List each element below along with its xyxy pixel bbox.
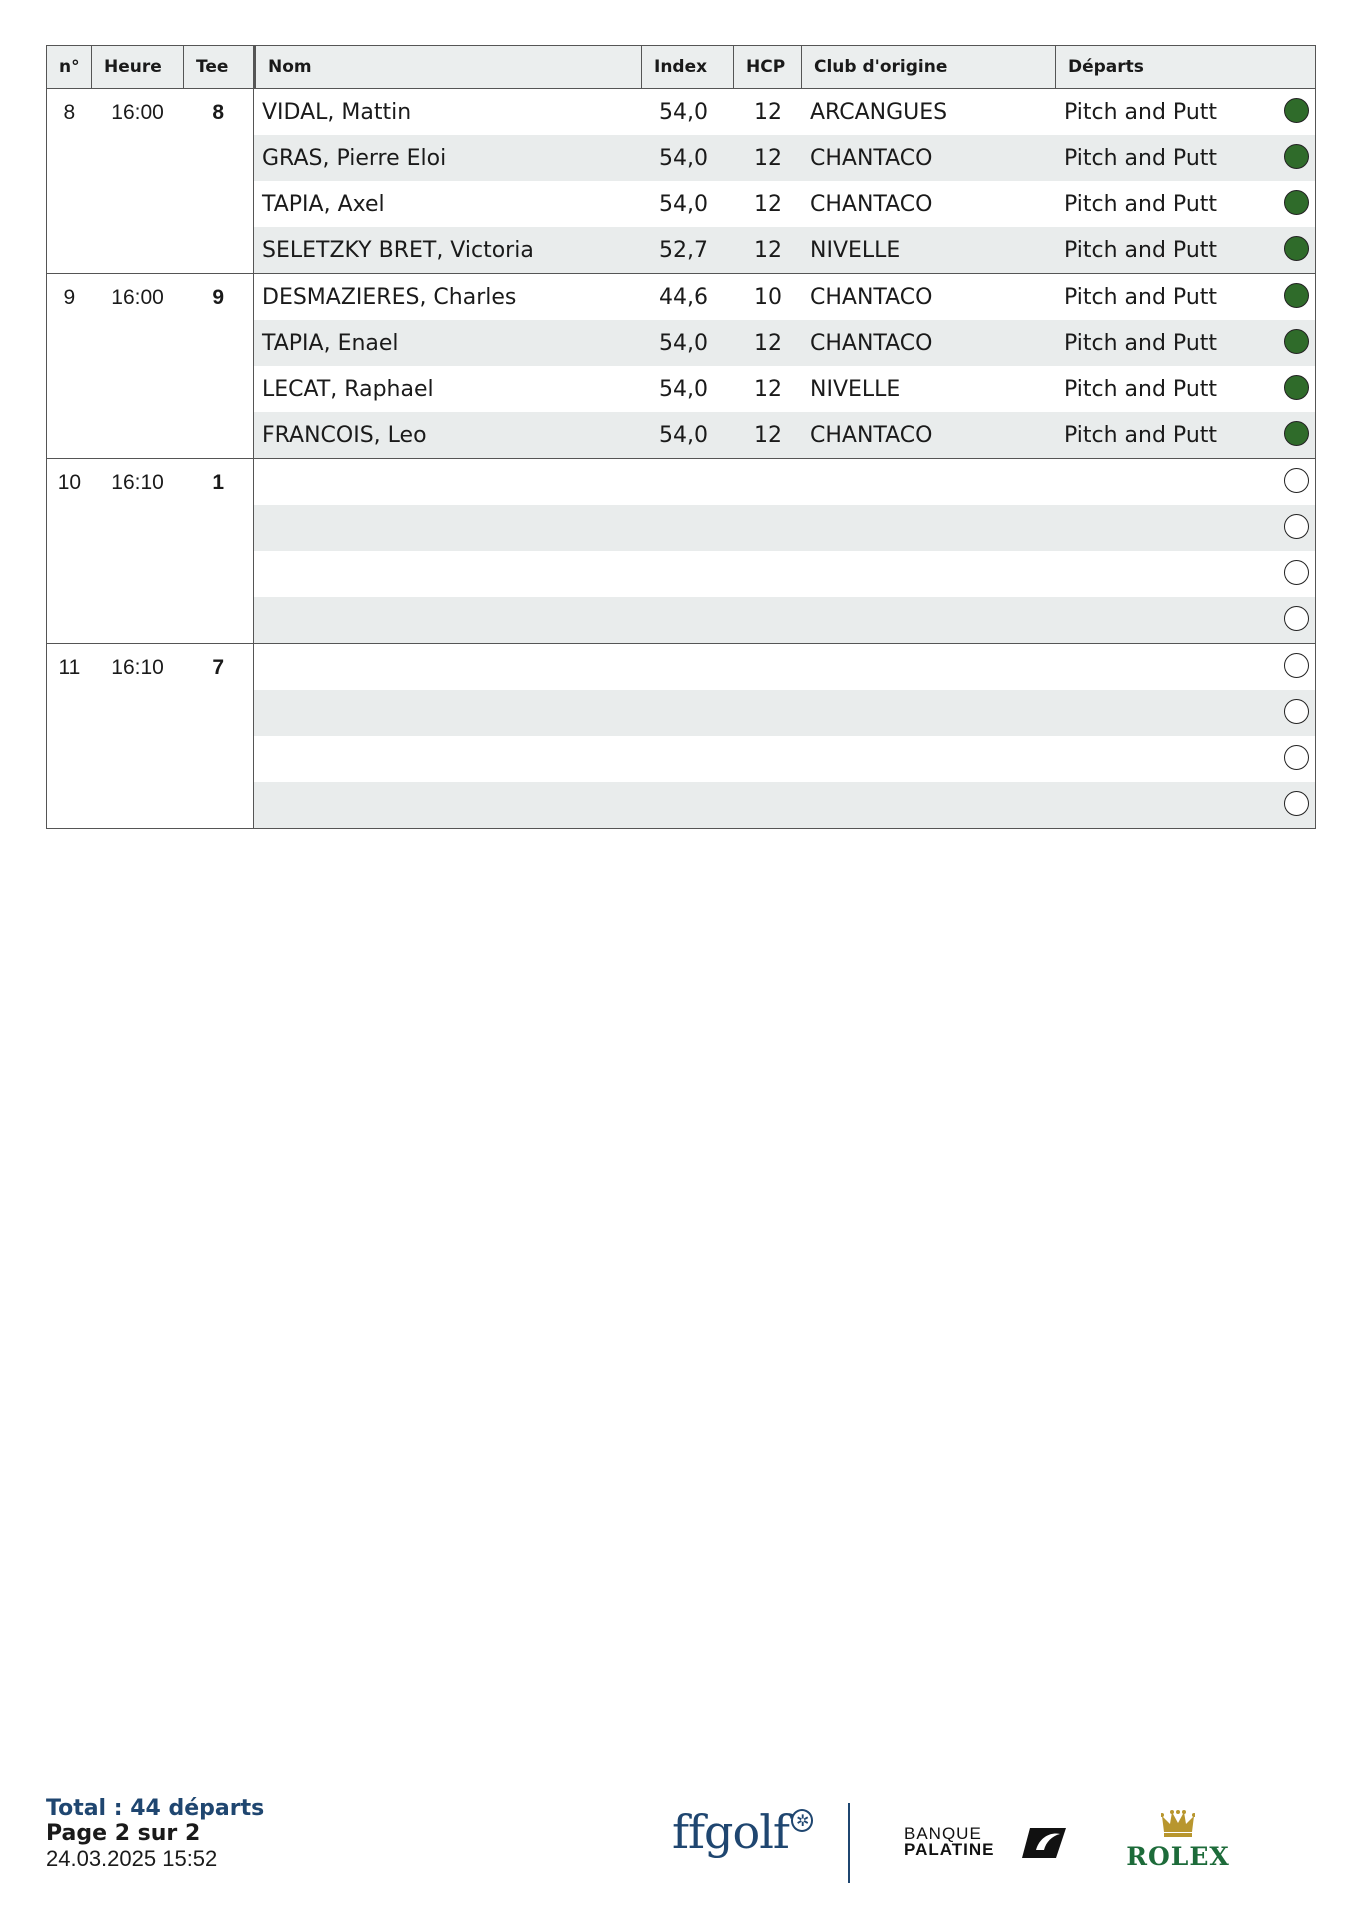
player-index: 44,6 bbox=[659, 284, 708, 310]
player-depart: Pitch and Putt bbox=[1064, 191, 1218, 217]
player-name: FRANCOIS, Leo bbox=[262, 422, 427, 448]
header-n: n° bbox=[47, 46, 92, 88]
player-club: CHANTACO bbox=[810, 284, 933, 310]
status-empty-dot-icon bbox=[1284, 468, 1309, 493]
player-index: 52,7 bbox=[659, 237, 708, 263]
player-row bbox=[254, 505, 1315, 551]
palatine-emblem-icon bbox=[1022, 1826, 1068, 1860]
player-row bbox=[254, 320, 1315, 366]
group-tee: 7 bbox=[212, 656, 225, 679]
status-filled-dot-icon bbox=[1284, 375, 1309, 400]
rolex-crown-icon bbox=[1161, 1810, 1195, 1838]
player-row bbox=[254, 366, 1315, 412]
group-info bbox=[47, 274, 254, 458]
logo-divider bbox=[848, 1803, 850, 1883]
group-number: 8 bbox=[63, 101, 76, 124]
player-name: LECAT, Raphael bbox=[262, 376, 434, 402]
player-row bbox=[254, 459, 1315, 505]
player-club: NIVELLE bbox=[810, 376, 901, 402]
player-row bbox=[254, 597, 1315, 643]
page-indicator: Page 2 sur 2 bbox=[46, 1821, 201, 1846]
player-name: TAPIA, Axel bbox=[262, 191, 385, 217]
tee-groups bbox=[46, 89, 1316, 829]
status-filled-dot-icon bbox=[1284, 98, 1309, 123]
group-tee: 9 bbox=[212, 286, 225, 309]
player-club: CHANTACO bbox=[810, 330, 933, 356]
bank-line2: PALATINE bbox=[904, 1840, 995, 1859]
ffgolf-logo bbox=[672, 1805, 813, 1859]
status-empty-dot-icon bbox=[1284, 606, 1309, 631]
player-row bbox=[254, 690, 1315, 736]
player-hcp: 10 bbox=[754, 284, 782, 310]
player-row bbox=[254, 89, 1315, 135]
player-hcp: 12 bbox=[754, 330, 782, 356]
group-number: 9 bbox=[63, 286, 76, 309]
player-index: 54,0 bbox=[659, 191, 708, 217]
player-club: CHANTACO bbox=[810, 145, 933, 171]
player-hcp: 12 bbox=[754, 191, 782, 217]
player-depart: Pitch and Putt bbox=[1064, 422, 1218, 448]
status-filled-dot-icon bbox=[1284, 421, 1309, 446]
header-index: Index bbox=[642, 46, 734, 88]
tee-group bbox=[46, 644, 1316, 829]
player-club: CHANTACO bbox=[810, 422, 933, 448]
group-info bbox=[47, 644, 254, 828]
header-heure: Heure bbox=[92, 46, 184, 88]
table-header bbox=[46, 45, 1316, 89]
group-time: 16:00 bbox=[111, 286, 164, 309]
player-row bbox=[254, 782, 1315, 828]
player-depart: Pitch and Putt bbox=[1064, 330, 1218, 356]
player-name: TAPIA, Enael bbox=[262, 330, 399, 356]
registered-icon: ✲ bbox=[791, 1809, 813, 1832]
ffgolf-wordmark: ffgolf bbox=[672, 1805, 789, 1859]
status-empty-dot-icon bbox=[1284, 745, 1309, 770]
group-time: 16:00 bbox=[111, 101, 164, 124]
player-row bbox=[254, 181, 1315, 227]
player-index: 54,0 bbox=[659, 99, 708, 125]
status-empty-dot-icon bbox=[1284, 699, 1309, 724]
status-filled-dot-icon bbox=[1284, 329, 1309, 354]
player-index: 54,0 bbox=[659, 376, 708, 402]
start-list-table bbox=[46, 45, 1316, 829]
status-empty-dot-icon bbox=[1284, 791, 1309, 816]
player-hcp: 12 bbox=[754, 237, 782, 263]
player-depart: Pitch and Putt bbox=[1064, 237, 1218, 263]
player-name: VIDAL, Mattin bbox=[262, 99, 412, 125]
player-row bbox=[254, 227, 1315, 273]
player-depart: Pitch and Putt bbox=[1064, 99, 1218, 125]
status-empty-dot-icon bbox=[1284, 653, 1309, 678]
player-hcp: 12 bbox=[754, 376, 782, 402]
banque-palatine-logo bbox=[904, 1826, 994, 1858]
player-hcp: 12 bbox=[754, 145, 782, 171]
group-info bbox=[47, 459, 254, 643]
header-hcp: HCP bbox=[734, 46, 802, 88]
total-label: Total : bbox=[46, 1796, 123, 1821]
player-row bbox=[254, 274, 1315, 320]
tee-group bbox=[46, 89, 1316, 274]
group-number: 11 bbox=[58, 656, 81, 679]
player-row bbox=[254, 135, 1315, 181]
player-index: 54,0 bbox=[659, 422, 708, 448]
player-club: NIVELLE bbox=[810, 237, 901, 263]
rolex-logo bbox=[1126, 1810, 1230, 1871]
header-club: Club d'origine bbox=[802, 46, 1056, 88]
player-depart: Pitch and Putt bbox=[1064, 376, 1218, 402]
player-index: 54,0 bbox=[659, 145, 708, 171]
group-number: 10 bbox=[57, 471, 82, 494]
header-tee: Tee bbox=[184, 46, 254, 88]
player-depart: Pitch and Putt bbox=[1064, 284, 1218, 310]
player-hcp: 12 bbox=[754, 99, 782, 125]
player-club: CHANTACO bbox=[810, 191, 933, 217]
status-filled-dot-icon bbox=[1284, 236, 1309, 261]
header-departs: Départs bbox=[1068, 57, 1144, 77]
player-hcp: 12 bbox=[754, 422, 782, 448]
group-tee: 1 bbox=[212, 471, 225, 494]
tee-group bbox=[46, 459, 1316, 644]
bank-line1: BANQUE bbox=[904, 1824, 982, 1843]
group-time: 16:10 bbox=[111, 656, 164, 679]
player-row bbox=[254, 551, 1315, 597]
player-club: ARCANGUES bbox=[810, 99, 948, 125]
player-row bbox=[254, 644, 1315, 690]
rolex-wordmark: ROLEX bbox=[1126, 1842, 1230, 1871]
player-name: DESMAZIERES, Charles bbox=[262, 284, 517, 310]
group-tee: 8 bbox=[212, 101, 225, 124]
player-row bbox=[254, 736, 1315, 782]
print-timestamp: 24.03.2025 15:52 bbox=[46, 1846, 218, 1871]
total-line bbox=[46, 1796, 264, 1821]
status-filled-dot-icon bbox=[1284, 283, 1309, 308]
player-name: SELETZKY BRET, Victoria bbox=[262, 237, 534, 263]
tee-group bbox=[46, 274, 1316, 459]
player-name: GRAS, Pierre Eloi bbox=[262, 145, 447, 171]
status-filled-dot-icon bbox=[1284, 190, 1309, 215]
player-depart: Pitch and Putt bbox=[1064, 145, 1218, 171]
status-empty-dot-icon bbox=[1284, 560, 1309, 585]
header-nom: Nom bbox=[254, 46, 642, 88]
status-filled-dot-icon bbox=[1284, 144, 1309, 169]
footer-summary bbox=[46, 1796, 264, 1872]
group-time: 16:10 bbox=[111, 471, 164, 494]
status-empty-dot-icon bbox=[1284, 514, 1309, 539]
total-value: 44 départs bbox=[130, 1796, 265, 1821]
player-row bbox=[254, 412, 1315, 458]
player-index: 54,0 bbox=[659, 330, 708, 356]
group-info bbox=[47, 89, 254, 273]
